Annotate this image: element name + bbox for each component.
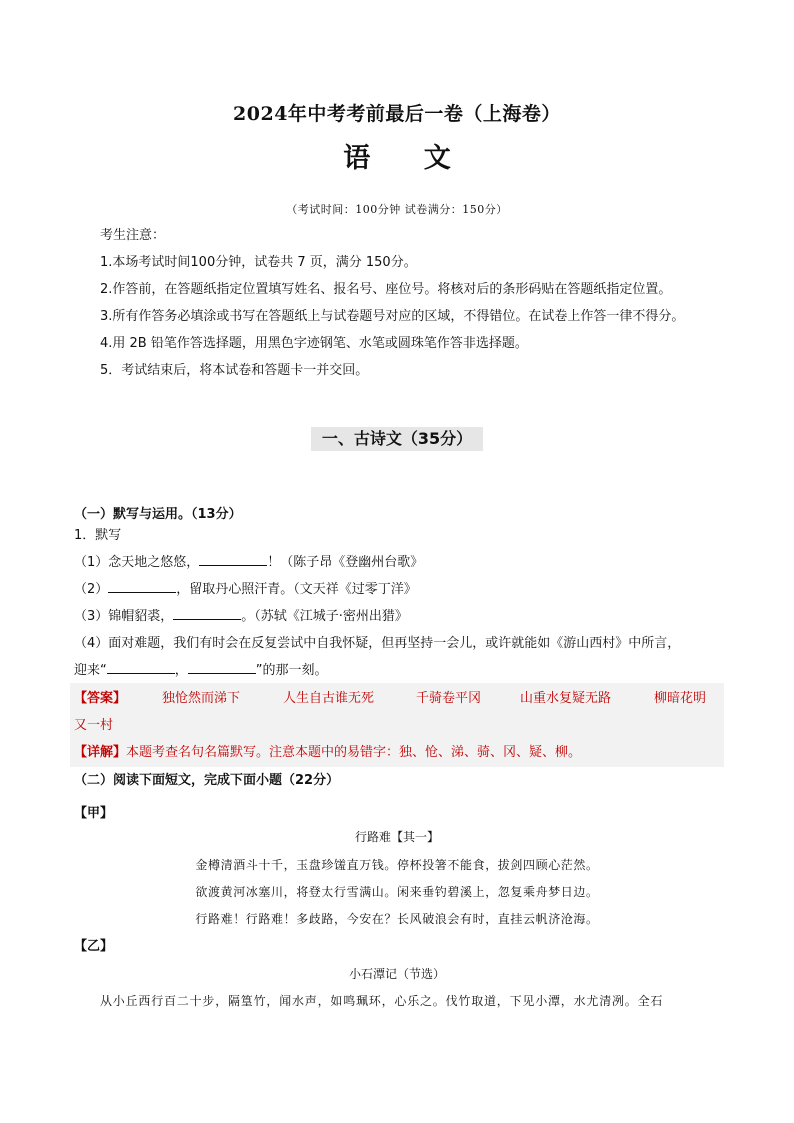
answer-item: 柳暗花明: [654, 691, 707, 706]
q1-2-prefix: （2）: [74, 582, 109, 597]
answer-blank[interactable]: [173, 606, 241, 620]
q1-3-suffix: 。（苏轼《江城子·密州出猎》: [241, 609, 408, 624]
q1-4-prefix: 迎来“: [74, 663, 107, 678]
detail-row: [74, 741, 581, 760]
q1-2-suffix: ，留取丹心照汗青。（文天祥《过零丁洋》: [176, 582, 417, 597]
q1-1-prefix: （1）念天地之悠悠，: [74, 555, 200, 570]
q1-4-mid: ，: [174, 663, 188, 678]
answer-blank[interactable]: [188, 660, 256, 674]
candidate-notes: [100, 227, 740, 389]
poem-line: 金樽清酒斗十千，玉盘珍馐直万钱。停杯投箸不能食，拔剑四顾心茫然。: [195, 858, 599, 872]
answer-blank[interactable]: [199, 552, 267, 566]
section-heading: 一、古诗文（35分）: [311, 427, 483, 451]
detail-label: 【详解】: [74, 745, 127, 760]
answer-item: 千骑卷平冈: [416, 691, 482, 706]
answer-item: 山重水复疑无路: [520, 691, 612, 706]
prose-line: 从小丘西行百二十步，隔篁竹，闻水声，如鸣珮环，心乐之。伐竹取道，下见小潭，水尤清冽。全石: [100, 994, 664, 1008]
answer-continuation: 又一村: [74, 718, 114, 733]
answer-blank[interactable]: [108, 579, 176, 593]
poem-title: 行路难【其一】: [354, 830, 439, 844]
answer-blank[interactable]: [107, 660, 175, 674]
question-1-3: [74, 605, 724, 624]
note-item: 5．考试结束后，将本试卷和答题卡一并交回。: [100, 363, 369, 378]
answer-item: 人生自古谁无死: [283, 691, 375, 706]
poem-line: 行路难！行路难！多歧路，今安在？长风破浪会有时，直挂云帆济沧海。: [195, 912, 599, 926]
answer-row: [74, 687, 706, 706]
note-item: 1.本场考试时间100分钟，试卷共 7 页，满分 150分。: [100, 255, 417, 270]
answer-label: 【答案】: [74, 691, 127, 706]
part2-heading: （二）阅读下面短文，完成下面小题（22分）: [74, 773, 340, 788]
exam-info: （考试时间：100分钟 试卷满分：150分）: [286, 203, 508, 216]
poem-line: 欲渡黄河冰塞川，将登太行雪满山。闲来垂钓碧溪上，忽复乘舟梦日边。: [195, 885, 599, 899]
detail-text: 本题考查名句名篇默写。注意本题中的易错字：独、怆、涕、骑、冈、疑、柳。: [126, 745, 582, 760]
question-1-1: [74, 551, 724, 570]
answer-item: 独怆然而涕下: [162, 691, 241, 706]
question-1-2: [74, 578, 724, 597]
yi-label: 【乙】: [74, 939, 114, 954]
part1-heading: （一）默写与运用。（13分）: [74, 507, 242, 522]
prose-title: 小石潭记（节选）: [348, 967, 445, 981]
exam-title: 2024年中考考前最后一卷（上海卷）: [233, 103, 561, 125]
question-1-label: 1．默写: [74, 528, 122, 543]
question-1-4-line1: （4）面对难题，我们有时会在反复尝试中自我怀疑，但再坚持一会儿，或许就能如《游山西村》中所言，: [74, 636, 681, 651]
q1-1-suffix: ！（陈子昂《登幽州台歌》: [267, 555, 424, 570]
q1-4-suffix: ”的那一刻。: [255, 663, 328, 678]
jia-label: 【甲】: [74, 806, 114, 821]
q1-3-prefix: （3）锦帽貂裘，: [74, 609, 174, 624]
notes-heading: 考生注意：: [100, 228, 166, 243]
subject-title: 语 文: [343, 143, 473, 174]
note-item: 4.用 2B 铅笔作答选择题，用黑色字迹钢笔、水笔或圆珠笔作答非选择题。: [100, 336, 528, 351]
question-1-4-line2: [74, 659, 724, 678]
note-item: 3.所有作答务必填涂或书写在答题纸上与试卷题号对应的区域，不得错位。在试卷上作答一律不得分。: [100, 309, 685, 324]
note-item: 2.作答前，在答题纸指定位置填写姓名、报名号、座位号。将核对后的条形码贴在答题纸指定位置。: [100, 282, 672, 297]
